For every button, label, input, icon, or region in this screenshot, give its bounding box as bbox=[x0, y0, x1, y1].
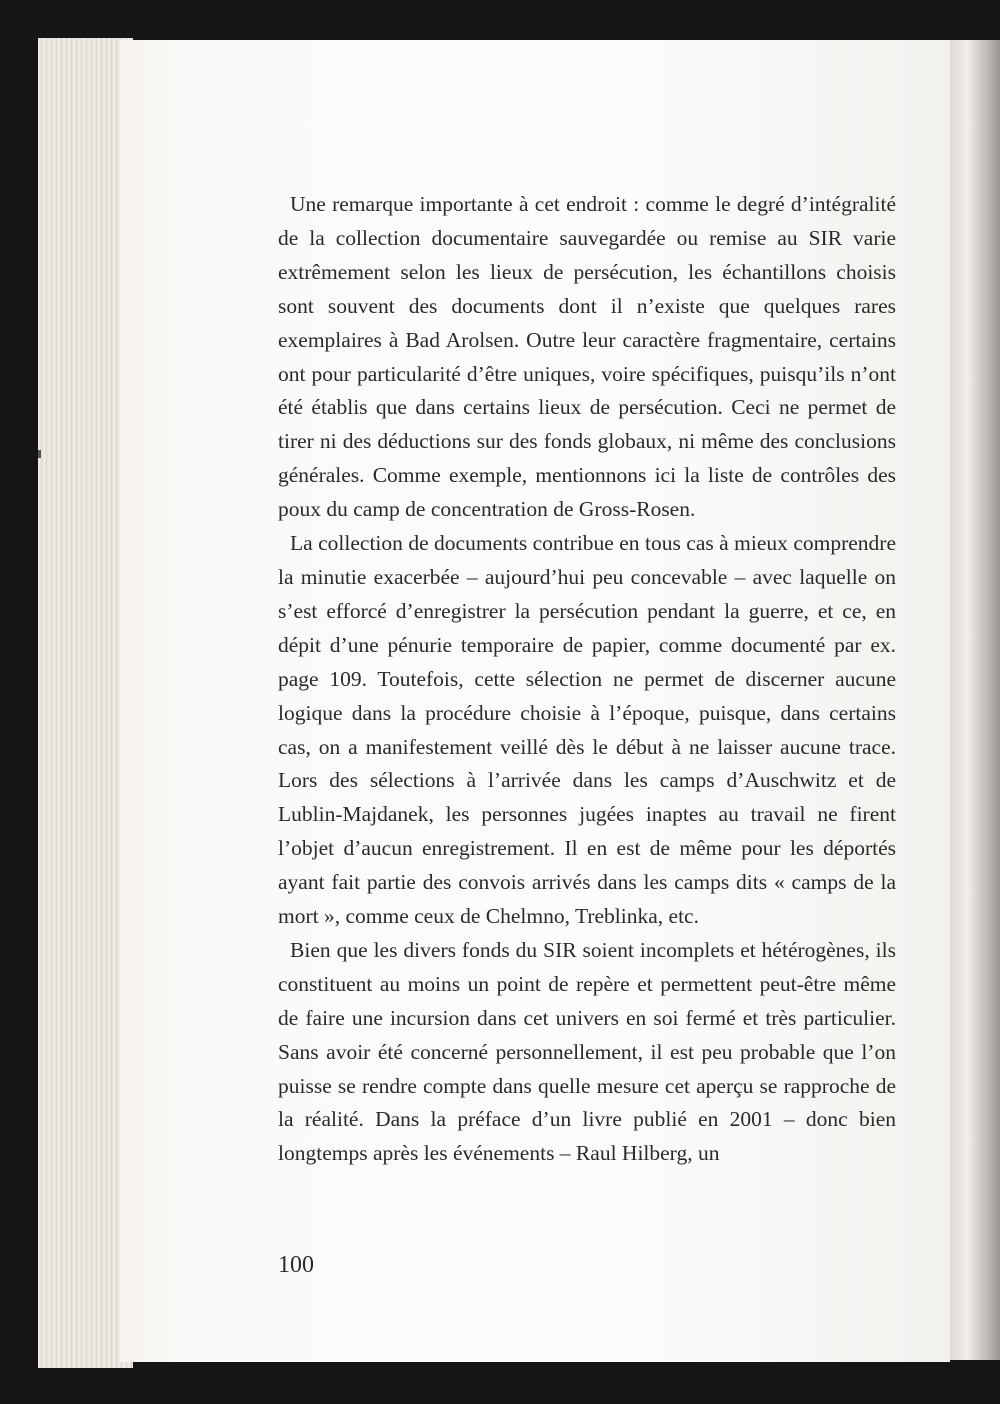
margin-mark bbox=[38, 450, 41, 458]
body-text bbox=[278, 188, 896, 1171]
page-number: 100 bbox=[278, 1252, 314, 1278]
page-edges bbox=[38, 38, 133, 1368]
paragraph-1: Une remarque importante à cet endroit : comme le degré d’intégralité de la collection documentaire sauvegardée ou remise au SIR varie extrêmement selon les lieux de persécution, les échantillons choisis sont souvent des documents dont il n’existe que quelques rares exemplaires à Bad Arolsen. Outre leur caractère fragmentaire, certains ont pour particularité d’être uniques, voire spécifiques, puisqu’ils n’ont été établis que dans certains lieux de persécution. Ceci ne permet de tirer ni des déductions sur des fonds globaux, ni même des conclusions générales. Comme exemple, mentionnons ici la liste de contrôles des poux du camp de concentration de Gross-Rosen. bbox=[278, 192, 896, 522]
next-page-edge bbox=[945, 40, 1000, 1360]
paragraph-3: Bien que les divers fonds du SIR soient incomplets et hétérogènes, ils constituent au moins un point de repère et permettent peut-être même de faire une incursion dans cet univers en soi fermé et très particulier. Sans avoir été concerné personnellement, il est peu probable que l’on puisse se rendre compte dans quelle mesure cet aperçu se rapproche de la réalité. Dans la préface d’un livre publié en 2001 – donc bien longtemps après les événements – Raul Hilberg, un bbox=[278, 937, 896, 1166]
paragraph-2: La collection de documents contribue en tous cas à mieux comprendre la minutie exacerbée – aujourd’hui peu concevable – avec laquelle on s’est efforcé d’enregistrer la persécution pendant la guerre, et ce, en dépit d’une pénurie temporaire de papier, comme documenté par ex. page 109. Toutefois, cette sélection ne permet de discerner aucune logique dans la procédure choisie à l’époque, puisque, dans certains cas, on a manifestement veillé dès le début à ne laisser aucune trace. Lors des sélections à l’arrivée dans les camps d’Auschwitz et de Lublin-Majdanek, les personnes jugées inaptes au travail ne firent l’objet d’aucun enregistrement. Il en est de même pour les déportés ayant fait partie des convois arrivés dans les camps dits « camps de la mort », comme ceux de Chelmno, Treblinka, etc. bbox=[278, 531, 896, 929]
